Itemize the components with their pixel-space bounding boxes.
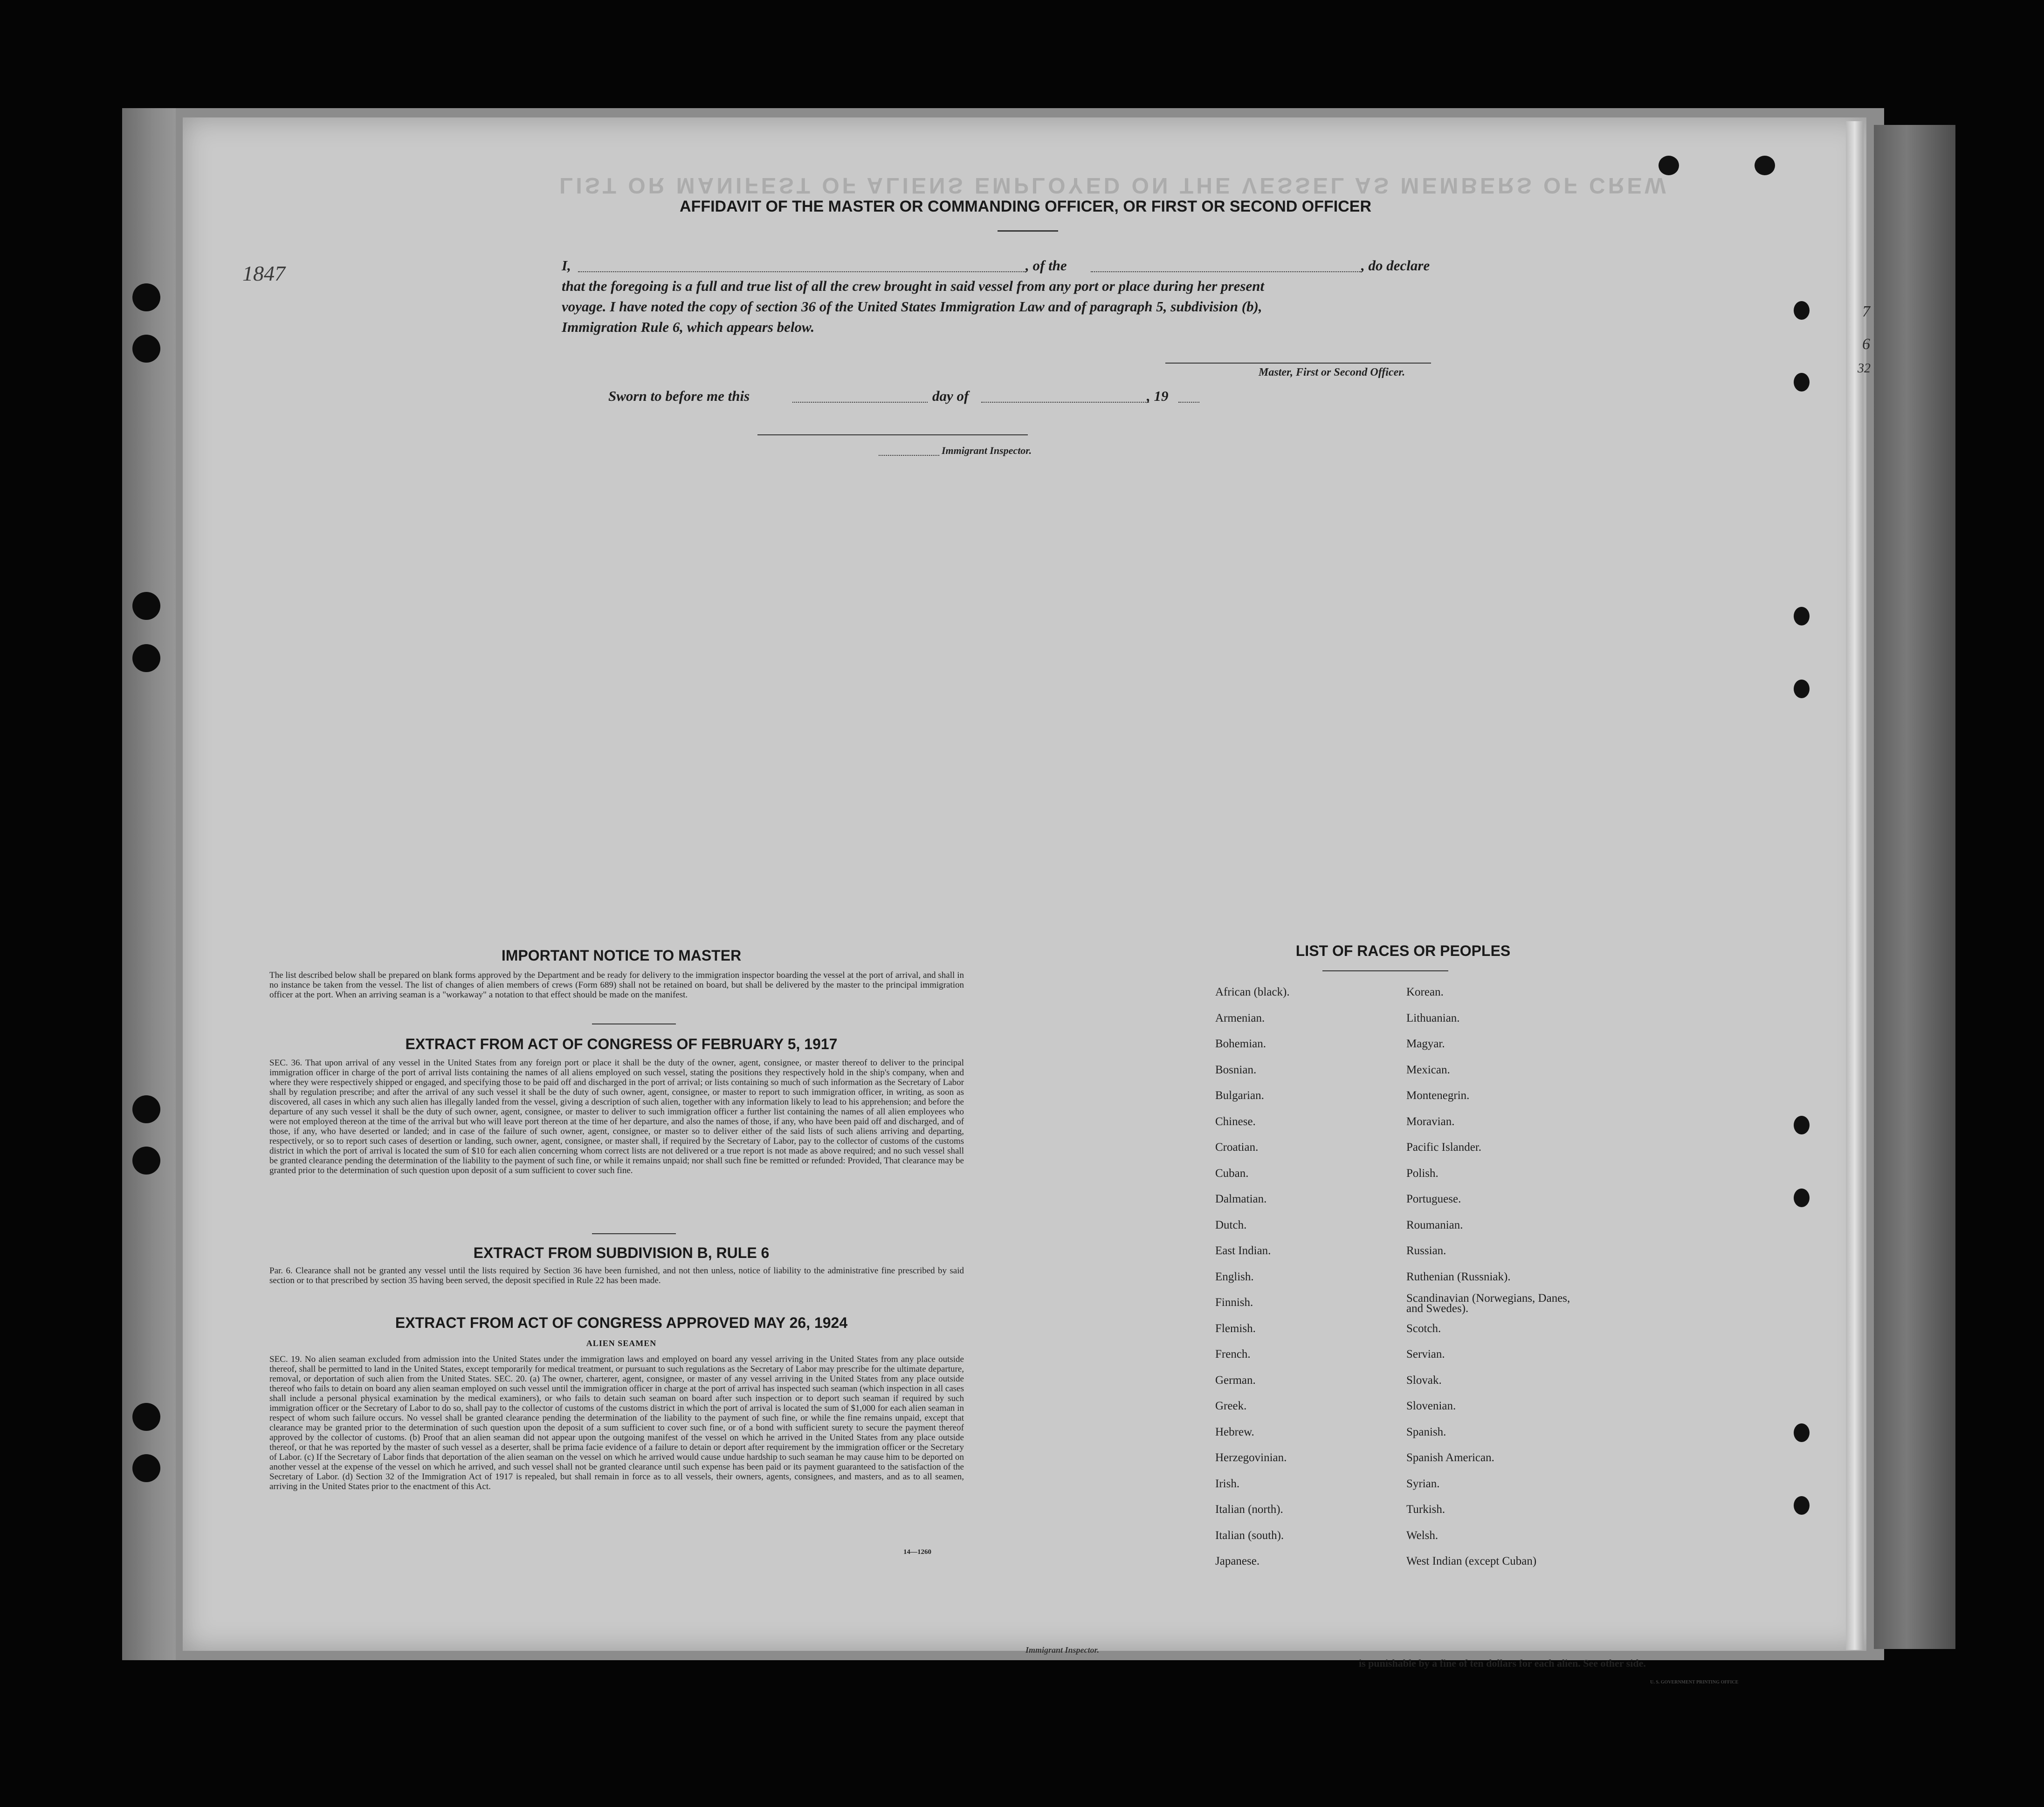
binder-hole [132,1095,160,1123]
race-item: Polish. [1406,1167,1438,1180]
race-item: Bosnian. [1215,1063,1257,1076]
race-item: French. [1215,1348,1251,1360]
extract-1924-title: EXTRACT FROM ACT OF CONGRESS APPROVED MAY 26, 1924 [395,1314,848,1331]
race-item: Servian. [1406,1348,1445,1360]
divider [1322,970,1448,971]
extract-rule6-title: EXTRACT FROM SUBDIVISION B, RULE 6 [473,1244,770,1261]
race-item: Welsh. [1406,1529,1438,1542]
margin-number: 6 [1862,336,1870,353]
race-item: Korean. [1406,986,1444,998]
race-item: Japanese. [1215,1555,1260,1567]
race-item: African (black). [1215,986,1290,998]
race-item: Slovak. [1406,1374,1442,1387]
day-line [792,402,928,403]
year-label: , 19 [1147,388,1169,404]
extract-1924-subtitle: ALIEN SEAMEN [586,1339,657,1348]
fine-note: is punishable by a fine of ten dollars for each alien. See other side. [1359,1657,1646,1669]
inspector-dot-line [879,455,939,456]
race-item: Flemish. [1215,1322,1256,1335]
form-number: 14—1260 [903,1548,931,1556]
month-line [981,402,1149,403]
race-item: Turkish. [1406,1503,1445,1516]
race-item: Hebrew. [1215,1425,1254,1438]
notice-title: IMPORTANT NOTICE TO MASTER [501,947,742,964]
race-item: Montenegrin. [1406,1089,1470,1102]
race-item: Croatian. [1215,1141,1259,1154]
race-item: Scandinavian (Norwegians, Danes, and Swedes). [1406,1292,1570,1315]
binder-hole [132,1147,160,1175]
inspector-label: Immigrant Inspector. [942,445,1032,456]
binder-hole [132,283,160,311]
rivet-hole [1794,680,1810,698]
races-title: LIST OF RACES OR PEOPLES [1295,942,1511,959]
rivet-hole [1794,301,1810,320]
race-item: Italian (south). [1215,1529,1284,1542]
race-item: Pacific Islander. [1406,1141,1482,1154]
rivet-hole [1794,1423,1810,1442]
race-item: Herzegovinian. [1215,1451,1287,1464]
race-item: Chinese. [1215,1115,1256,1128]
race-item: Scotch. [1406,1322,1441,1335]
extract-1917-text: SEC. 36. That upon arrival of any vessel in the United States from any foreign port or place it shall be the duty of the owner, agent, consignee, or master thereof to deliver to the principal immigration officer in charge of the port of arrival lists containing the names of all aliens employed on such vessel, stating the positions they respectively hold in the ship's company, when and where they were respectively shipped or engaged, and specifying those to be paid off and discharged in the port of arrival; or lists containing so much of such information as the Secretary of Labor shall by regulation prescribe; and after the arrival of any such vessel it shall be the duty of such owner, agent, consignee, or master to report to such immigration officer, in writing, as soon as discovered, all cases in which any such alien has illegally landed from the vessel, giving a description of such alien, together with any information likely to lead to his apprehension; and before the departure of any such vessel it shall be the duty of such owner, agent, consignee, or master to deliver to such immigration officer a further list containing the names of all alien employees who were not employed thereon at the time of the arrival but who will leave port thereon at the time of her departure, and also the names of those, if any, who have been paid off and discharged, and of those, if any, who have deserted or landed; and in case of the failure of such owner, agent, consignee, or master so to deliver either of the said lists of such aliens arriving and departing, respectively, or so to report such cases of desertion or landing, such owner, agent, consignee, or master shall, if required by the Secretary of Labor, pay to the collector of customs of the customs district in which the port of arrival is located the sum of $10 for each alien concerning whom correct lists are not delivered or a true report is not made as above required; and no such vessel shall be granted clearance pending the determination of the liability to the payment of such fine, or while it remains unpaid; nor shall such fine be remitted or refunded: Provided, That clearance may be granted prior to the determination of such question upon deposit of a sum sufficient to cover such fine. [269,1058,964,1175]
day-label: day of [932,388,969,404]
backing-sheet-right [1874,125,1955,1649]
margin-stamp: 1847 [242,261,285,285]
race-item: Slovenian. [1406,1400,1456,1412]
divider [592,1233,676,1234]
notice-text: The list described below shall be prepared on blank forms approved by the Department and be ready for delivery to the immigration inspector boarding the vessel at the port of arrival, and shall in no instance be taken from the vessel. The list of changes of alien members of crews (Form 689) shall not be retained on board, but shall be delivered by the master to the principal immigration officer at the port. When an arriving seaman is a "workaway" a notation to that effect should be made on the manifest. [269,970,964,1000]
printing-office: U. S. GOVERNMENT PRINTING OFFICE [1650,1680,1739,1685]
name-line [578,271,1025,272]
extract-rule6-text: Par. 6. Clearance shall not be granted any vessel until the lists required by Section 36 have been furnished, and not then unless, notice of liability to the administrative fine prescribed by said section or to that prescribed by section 35 having been served, the deposit specified in Rule 22 has been made. [269,1266,964,1285]
race-item: Finnish. [1215,1296,1253,1309]
race-item: Dutch. [1215,1218,1247,1231]
race-item: Spanish. [1406,1425,1446,1438]
race-item: Russian. [1406,1244,1446,1257]
divider [998,230,1058,232]
rivet-hole [1794,1189,1810,1207]
binder-hole [132,1454,160,1482]
race-item: Bulgarian. [1215,1089,1264,1102]
rivet-hole [1794,1116,1810,1134]
race-item: Mexican. [1406,1063,1450,1076]
race-item: Spanish American. [1406,1451,1494,1464]
race-item: Magyar. [1406,1037,1445,1050]
rivet-hole [1794,373,1810,392]
rivet-hole [1794,1496,1810,1515]
race-item: Armenian. [1215,1011,1265,1024]
inspector-line [757,434,1028,435]
margin-number: 7 [1862,303,1870,320]
binder-hole [132,592,160,620]
binder-hole [132,1403,160,1431]
race-item: East Indian. [1215,1244,1271,1257]
margin-number: 32 [1858,361,1871,376]
rivet-hole [1794,607,1810,625]
affidavit-of-the: , of the [1025,257,1067,274]
signature-label: Master, First or Second Officer. [1259,366,1405,378]
affidavit-declare: , do declare [1361,257,1430,274]
ghost-header: LIST OR MANIFEST OF ALIENS EMPLOYED ON THE VESSEL AS MEMBERS OF CREW [559,173,1669,198]
race-item: Dalmatian. [1215,1193,1267,1205]
race-item: English. [1215,1270,1254,1283]
race-item: Syrian. [1406,1477,1440,1490]
year-line [1178,402,1199,403]
inspector-fragment: Immigrant Inspector. [1025,1645,1100,1655]
vessel-line [1091,271,1361,272]
affidavit-line: that the foregoing is a full and true list of all the crew brought in said vessel from any port or place during her present [562,278,1265,294]
binder-hole [132,644,160,672]
affidavit-title: AFFIDAVIT OF THE MASTER OR COMMANDING OFFICER, OR FIRST OR SECOND OFFICER [680,198,1371,215]
race-item: Lithuanian. [1406,1011,1460,1024]
rivet-hole [1755,156,1775,175]
race-item: Bohemian. [1215,1037,1266,1050]
race-item: Greek. [1215,1400,1247,1412]
extract-1924-text: SEC. 19. No alien seaman excluded from admission into the United States under the immigration laws and employed on board any vessel arriving in the United States from any place outside thereof, shall be permitted to land in the United States, except temporarily for medical treatment, or pursuant to such regulations as the Secretary of Labor may prescribe for the ultimate departure, removal, or deportation of such alien from the United States. SEC. 20. (a) The owner, charterer, agent, consignee, or master of any vessel arriving in the United States from any place outside thereof who fails to detain on board any alien seaman employed on such vessel until the immigration officer in charge at the port of arrival has inspected such seaman (which inspection in all cases shall include a personal physical examination by the medical examiners), or who fails to detain such seaman on board after such inspection or to deport such seaman if required by such immigration officer or the Secretary of Labor to do so, shall pay to the collector of customs of the customs district in which the port of arrival is located the sum of $1,000 for each alien seaman in respect of whom such failure occurs. No vessel shall be granted clearance pending the determination of the liability to the payment of such fine, or while the fine remains unpaid, except that clearance may be granted prior to the determination of such question upon the deposit of a sum sufficient to cover such fine, or of a bond with sufficient surety to secure the payment thereof approved by the collector of customs. (b) Proof that an alien seaman did not appear upon the outgoing manifest of the vessel on which he arrived in the United States from any place outside thereof, or that he was reported by the master of such vessel as a deserter, shall be prima facie evidence of a failure to detain or deport after requirement by the immigration officer or the Secretary of Labor. (c) If the Secretary of Labor finds that deportation of the alien seaman on the vessel on which he arrived would cause undue hardship to such seaman he may cause him to be deported on another vessel at the expense of the vessel on which he arrived, and such vessel shall not be granted clearance until such expense has been paid or its payment guaranteed to the satisfaction of the Secretary of Labor. (d) Section 32 of the Immigration Act of 1917 is repealed, but shall remain in force as to all vessels, their owners, agents, consignees, and masters, and as to all seamen, arriving in the United States prior to the enactment of this Act. [269,1354,964,1491]
affidavit-line: Immigration Rule 6, which appears below. [562,319,815,335]
race-item: Cuban. [1215,1167,1249,1180]
race-item: Portuguese. [1406,1193,1461,1205]
binder-hole [132,335,160,363]
extract-1917-title: EXTRACT FROM ACT OF CONGRESS OF FEBRUARY 5, 1917 [405,1036,838,1052]
sworn-label: Sworn to before me this [608,388,750,404]
race-item: German. [1215,1374,1256,1387]
affidavit-i: I, [562,257,571,274]
race-item: Ruthenian (Russniak). [1406,1270,1511,1283]
race-item: West Indian (except Cuban) [1406,1555,1537,1567]
affidavit-line: voyage. I have noted the copy of section 36 of the United States Immigration Law and of paragraph 5, subdivision (b), [562,298,1262,315]
race-item: Roumanian. [1406,1218,1463,1231]
race-item: Moravian. [1406,1115,1455,1128]
race-item: Italian (north). [1215,1503,1283,1516]
signature-line [1165,363,1431,364]
page-edge [1846,121,1864,1650]
race-item: Irish. [1215,1477,1240,1490]
